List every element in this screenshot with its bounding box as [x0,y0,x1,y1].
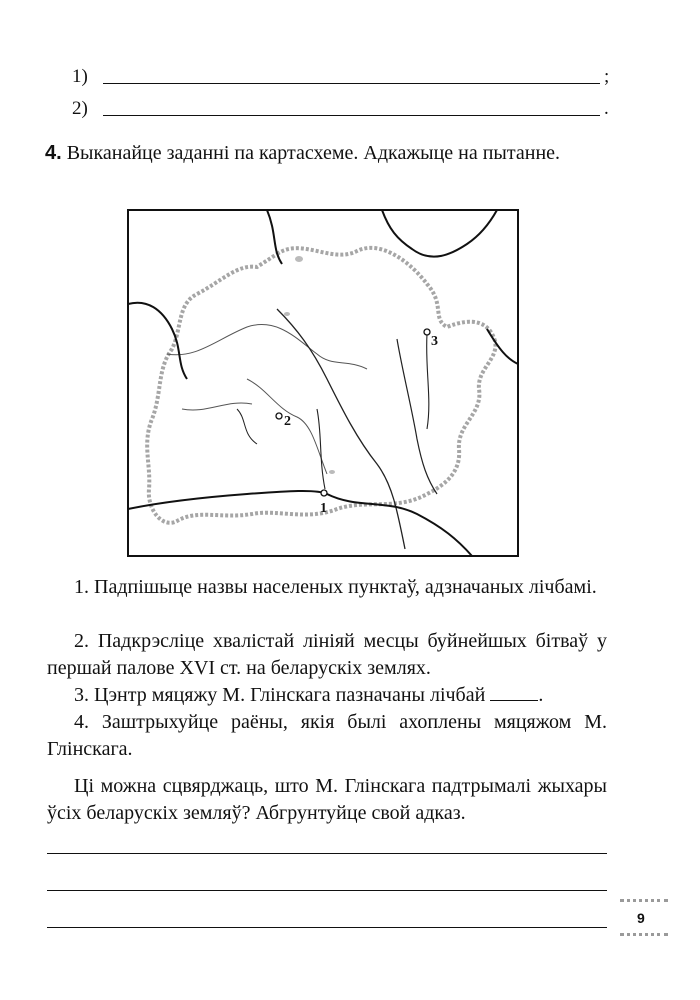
answer-line-3[interactable] [47,910,607,928]
settlement-marker-2 [276,413,282,419]
lake-2 [284,312,290,316]
answer-line-2[interactable] [47,873,607,891]
task-4-heading [45,140,615,167]
lake-3 [329,470,335,474]
settlement-marker-1 [321,490,327,496]
answer-1-line[interactable] [103,66,600,84]
answer-1-end: ; [604,66,610,87]
question-text: Ці можна сцвярджаць, што М. Глінскага падтрымалі жыхары ўсіх беларускіх земляў? Абгрунтуйце свой адказ. [47,775,607,824]
map-label-3: 3 [431,334,438,349]
page-number-dots-top [620,899,668,902]
map-label-2: 2 [284,414,291,429]
instruction-1: 1. Падпішыце назвы населеных пунктаў, адзначаных лічбамі. [74,576,597,598]
task-4-number: 4. [45,142,62,164]
answer-1-label: 1) [72,66,88,87]
contour-map [127,209,519,557]
task-4-text: Выканайце заданні па картасхеме. Адкажыце на пытанне. [66,142,561,164]
instruction-2: 2. Падкрэсліце хвалістай лініяй месцы буйнейшых бітваў у першай палове XVI ст. на беларускіх землях. [47,630,607,679]
instruction-3-blank[interactable] [490,684,538,701]
answer-2-end: . [604,98,609,119]
answer-line-1[interactable] [47,836,607,854]
answer-2-label: 2) [72,98,88,119]
map-label-1: 1 [320,501,327,516]
page-number: 9 [637,910,645,926]
instruction-3-text: 3. Цэнтр мяцяжу М. Глінскага пазначаны лічбай [74,684,486,706]
lake-1 [295,256,303,262]
answer-2-line[interactable] [103,98,600,116]
settlement-marker-3 [424,329,430,335]
instruction-3: 3. Цэнтр мяцяжу М. Глінскага пазначаны лічбай . [74,684,544,706]
page-number-dots-bottom [620,933,668,936]
instruction-4: 4. Заштрыхуйце раёны, якія былі ахоплены мяцяжом М. Глінскага. [47,711,607,760]
